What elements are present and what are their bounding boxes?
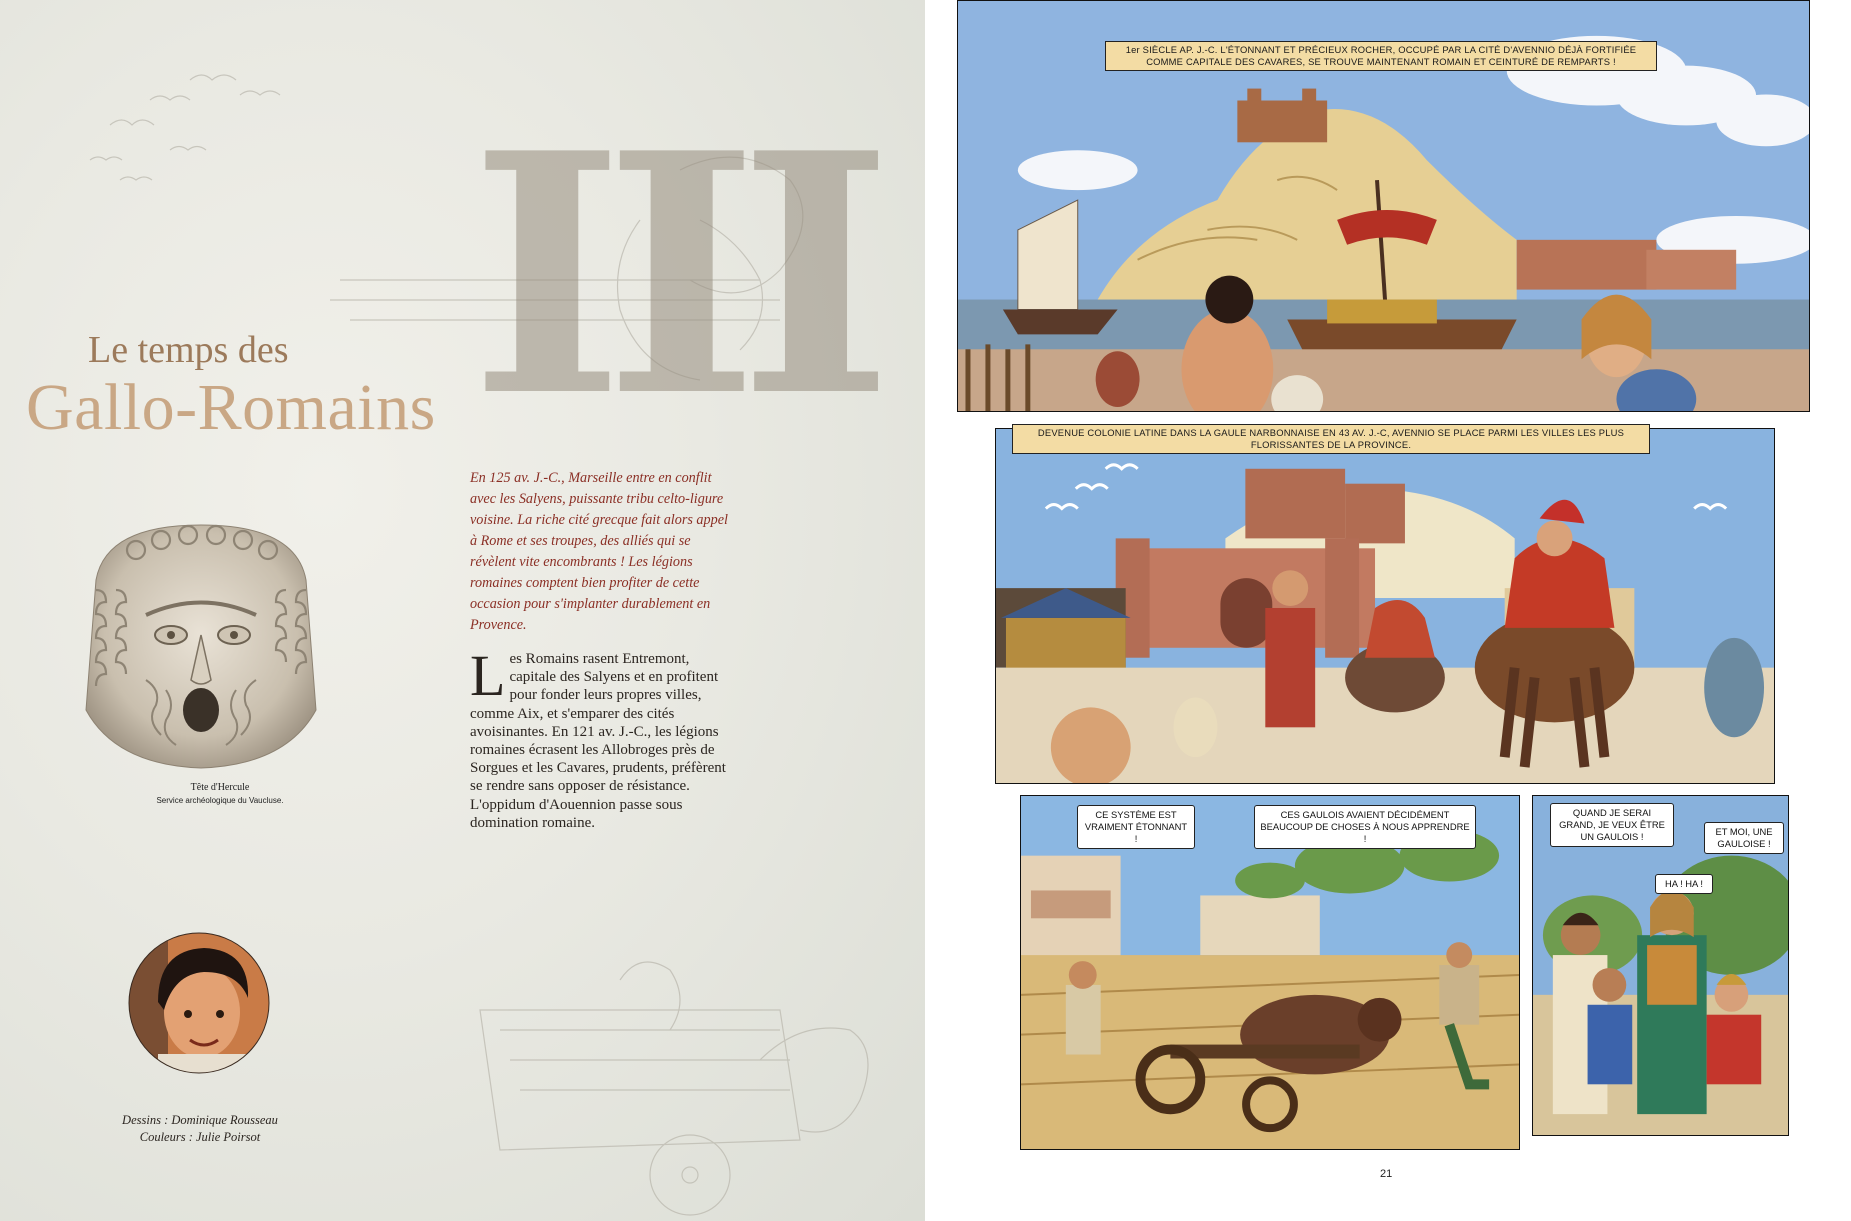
left-page [0, 0, 925, 1221]
panel-3-speech-bubble-2: CES GAULOIS AVAIENT DÉCIDÉMENT BEAUCOUP DE CHOSES À NOUS APPRENDRE ! [1254, 805, 1476, 849]
dropcap-letter: L [470, 643, 506, 708]
panel-4-speech-bubble-3: HA ! HA ! [1655, 874, 1713, 894]
credit-colors: Couleurs : Julie Poirsot [139, 1130, 261, 1144]
credit-drawings: Dessins : Dominique Rousseau [122, 1113, 278, 1127]
panel-3-speech-bubble-1: CE SYSTÈME EST VRAIMENT ÉTONNANT ! [1077, 805, 1195, 849]
panel-2-art [996, 429, 1774, 783]
page-number: 21 [1380, 1168, 1393, 1180]
body-paragraph [470, 643, 732, 832]
panel-4-speech-bubble-2: ET MOI, UNE GAULOISE ! [1704, 822, 1784, 854]
comic-panel-4 [1532, 795, 1789, 1136]
comic-panel-1 [957, 0, 1810, 412]
panel-2-caption: DEVENUE COLONIE LATINE DANS LA GAULE NARBONNAISE EN 43 AV. J.-C, AVENNIO SE PLACE PARMI LES VILLES LES PLUS FLORISSANTES DE LA PROVINCE. [1012, 424, 1650, 454]
chapter-title-line2: Gallo-Romains [26, 371, 436, 444]
body-text: es Romains rasent Entremont, capitale des Salyens et en profitent pour fonder leurs propres villes, comme Aix, et s'emparer des cités avoisinantes. En 121 av. J.-C., les légions romaines écrasent les Allobroges près de Sorgues et les Cavares, prudents, préfèrent se rendre sans opposer de résistance. L'oppidum d'Aouennion passe sous domination romaine. [470, 651, 726, 831]
artist-portrait [128, 932, 270, 1074]
chapter-title-line1: Le temps des [88, 329, 289, 371]
right-page [925, 0, 1851, 1221]
panel-1-caption: 1er SIÈCLE AP. J.-C. L'ÉTONNANT ET PRÉCIEUX ROCHER, OCCUPÉ PAR LA CITÉ D'AVENNIO DÉJÀ FORTIFIÉE COMME CAPITALE DES CAVARES, SE TROUVE MAINTENANT ROMAIN ET CEINTURÉ DE REMPARTS ! [1105, 41, 1657, 71]
panel-4-speech-bubble-1: QUAND JE SERAI GRAND, JE VEUX ÊTRE UN GAULOIS ! [1550, 803, 1674, 847]
sculpture-caption: Tête d'Hercule [190, 782, 250, 793]
comic-panel-3 [1020, 795, 1520, 1150]
hercules-head-sculpture [76, 520, 326, 770]
intro-paragraph: En 125 av. J.-C., Marseille entre en conflit avec les Salyens, puissante tribu celto-ligure voisine. La riche cité grecque fait alors appel à Rome et ses troupes, des alliés qui se révèlent vite encombrants ! Les légions romaines comptent bien profiter de cette occasion pour s'implanter durablement en Provence. [470, 470, 728, 633]
comic-panel-2 [995, 428, 1775, 784]
sculpture-credit: Service archéologique du Vaucluse. [156, 796, 284, 805]
chapter-numeral: III [470, 81, 874, 469]
